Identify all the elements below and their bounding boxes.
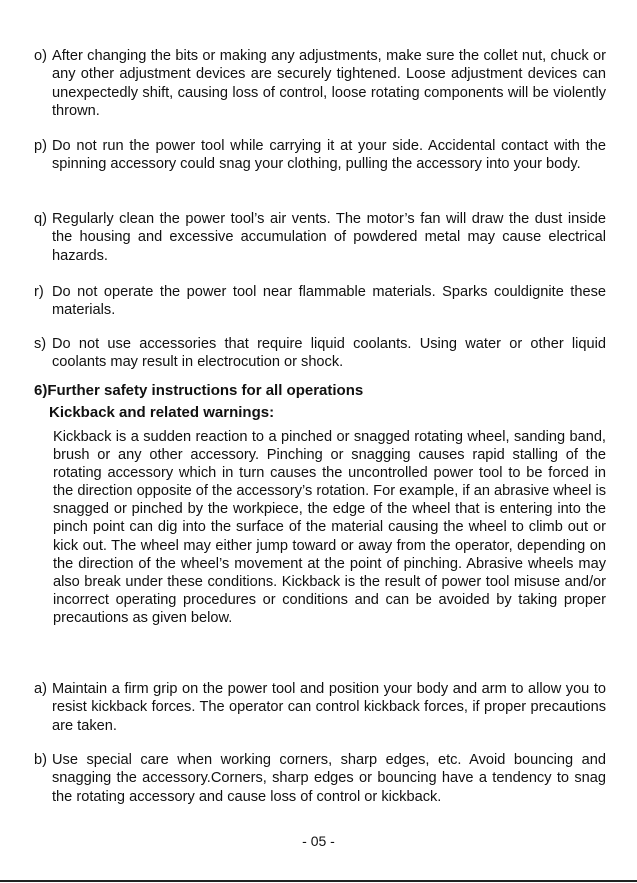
item-label: p) <box>34 138 47 154</box>
item-text: Regularly clean the power tool’s air vents. The motor’s fan will draw the dust inside the housing and excessive accumulation of powdered metal may cause electrical hazards. <box>52 211 606 264</box>
item-label: b) <box>34 752 47 768</box>
item-text: Do not use accessories that require liquid coolants. Using water or other liquid coolants may result in electrocution or shock. <box>52 336 606 371</box>
item-text: Do not run the power tool while carrying it at your side. Accidental contact with the spinning accessory could snag your clothing, pulling the accessory into your body. <box>52 138 606 173</box>
list-item-q <box>34 210 606 265</box>
item-label: o) <box>34 48 47 64</box>
list-item-s <box>34 335 606 372</box>
section-subtitle: Kickback and related warnings: <box>49 404 275 421</box>
kickback-paragraph: Kickback is a sudden reaction to a pinched or snagged rotating wheel, sanding band, brush or any other accessory. Pinching or snagging causes rapid stalling of the rotating accessory which in turn causes the uncontrolled power tool to be forced in the direction opposite of the accessory’s rotation. For example, if an abrasive wheel is snagged or pinched by the workpiece, the edge of the wheel that is entering into the pinch point can dig into the surface of the material causing the wheel to climb out or kick out. The wheel may either jump toward or away from the operator, depending on the direction of the wheel’s movement at the point of pinching. Abrasive wheels may also break under these conditions. Kickback is the result of power tool misuse and/or incorrect operating procedures or conditions and can be avoided by taking proper precautions as given below. <box>53 429 606 626</box>
item-label: r) <box>34 284 44 300</box>
list-item-p <box>34 137 606 174</box>
item-text: After changing the bits or making any adjustments, make sure the collet nut, chuck or any other adjustment devices are securely tightened. Loose adjustment devices can unexpectedly shift, causing loss of control, loose rotating components will be violently thrown. <box>52 48 606 120</box>
bottom-divider <box>0 880 637 882</box>
page-number: - 05 - <box>302 833 335 849</box>
item-label: s) <box>34 336 47 352</box>
section-title: 6)Further safety instructions for all operations <box>34 382 364 399</box>
item-label: a) <box>34 681 47 697</box>
list-item-a <box>34 680 606 735</box>
item-text: Use special care when working corners, sharp edges, etc. Avoid bouncing and snagging the accessory.Corners, sharp edges or bouncing have a tendency to snag the rotating accessory and cause loss of control or kickback. <box>52 752 606 805</box>
list-item-r <box>34 283 606 320</box>
list-item-o <box>34 47 606 121</box>
item-text: Do not operate the power tool near flammable materials. Sparks couldignite these materials. <box>52 284 606 319</box>
item-label: q) <box>34 211 47 227</box>
item-text: Maintain a firm grip on the power tool and position your body and arm to allow you to resist kickback forces. The operator can control kickback forces, if proper precautions are taken. <box>52 681 606 734</box>
list-item-b <box>34 751 606 806</box>
